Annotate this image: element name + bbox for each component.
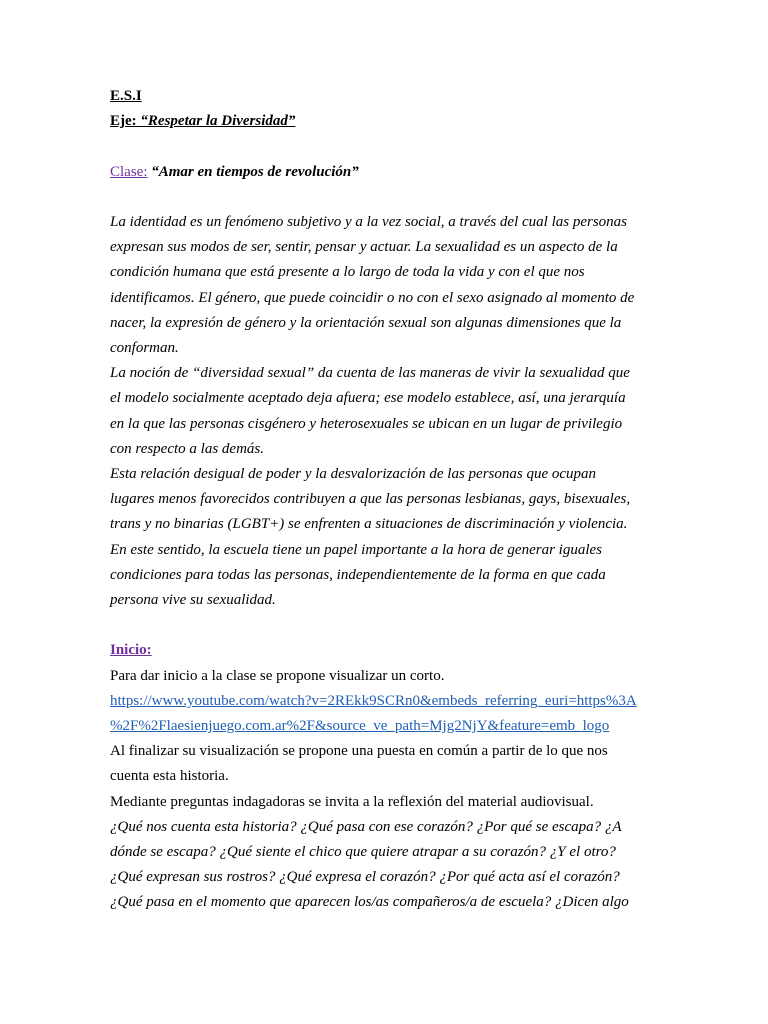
clase-title: “Amar en tiempos de revolución”: [151, 163, 359, 180]
intro-line: con respecto a las demás.: [110, 440, 264, 457]
doc-heading-esi: E.S.I: [110, 88, 142, 104]
question-line: ¿Qué pasa en el momento que aparecen los/as compañeros/a de escuela? ¿Dicen algo: [110, 894, 629, 911]
intro-line: trans y no binarias (LGBT+) se enfrenten a situaciones de discriminación y violencia.: [110, 516, 628, 533]
intro-line: persona vive su sexualidad.: [110, 592, 276, 609]
document-page: [110, 84, 670, 916]
inicio-line: Para dar inicio a la clase se propone visualizar un corto.: [110, 667, 445, 684]
intro-paragraphs: [110, 210, 670, 613]
question-line: dónde se escapa? ¿Qué siente el chico que quiere atrapar a su corazón? ¿Y el otro?: [110, 844, 616, 861]
eje-value: “Respetar la Diversidad”: [140, 113, 296, 130]
question-list: [110, 815, 670, 916]
video-link-line: %2F%2Flaesienjuego.com.ar%2F&source_ve_path=Mjg2NjY&feature=emb_logo: [110, 718, 610, 735]
video-link[interactable]: [110, 689, 670, 739]
intro-line: En este sentido, la escuela tiene un papel importante a la hora de generar iguales: [110, 541, 602, 558]
clase-heading: [110, 160, 670, 185]
intro-line: nacer, la expresión de género y la orientación sexual son algunas dimensiones que la: [110, 314, 622, 331]
intro-line: La noción de “diversidad sexual” da cuenta de las maneras de vivir la sexualidad que: [110, 365, 630, 382]
question-line: ¿Qué nos cuenta esta historia? ¿Qué pasa con ese corazón? ¿Por qué se escapa? ¿A: [110, 818, 622, 835]
intro-line: conforman.: [110, 340, 179, 356]
intro-line: expresan sus modos de ser, sentir, pensar y actuar. La sexualidad es un aspecto de la: [110, 239, 618, 256]
intro-line: condición humana que está presente a lo largo de toda la vida y con el que nos: [110, 264, 585, 281]
inicio-line: Mediante preguntas indagadoras se invita a la reflexión del material audiovisual.: [110, 793, 594, 810]
intro-line: Esta relación desigual de poder y la desvalorización de las personas que ocupan: [110, 466, 597, 483]
inicio-line: cuenta esta historia.: [110, 768, 229, 785]
spacer: [110, 613, 670, 638]
inicio-heading: Inicio:: [110, 642, 152, 659]
inicio-line: Al finalizar su visualización se propone una puesta en común a partir de lo que nos: [110, 743, 608, 760]
intro-line: en la que las personas cisgénero y heterosexuales se ubican en un lugar de privilegio: [110, 415, 623, 432]
spacer: [110, 134, 670, 159]
intro-line: el modelo socialmente aceptado deja afuera; ese modelo establece, así, una jerarquía: [110, 390, 626, 407]
video-link-line: https://www.youtube.com/watch?v=2REkk9SCRn0&embeds_referring_euri=https%3A: [110, 692, 637, 709]
intro-line: lugares menos favorecidos contribuyen a que las personas lesbianas, gays, bisexuales,: [110, 491, 631, 508]
eje-label: Eje:: [110, 113, 137, 130]
intro-line: identificamos. El género, que puede coincidir o no con el sexo asignado al momento de: [110, 289, 635, 306]
question-line: ¿Qué expresan sus rostros? ¿Qué expresa el corazón? ¿Por qué acta así el corazón?: [110, 869, 620, 886]
intro-line: La identidad es un fenómeno subjetivo y a la vez social, a través del cual las personas: [110, 213, 628, 230]
doc-heading-eje: [110, 109, 670, 134]
clase-label: Clase:: [110, 163, 148, 180]
spacer: [110, 185, 670, 210]
intro-line: condiciones para todas las personas, independientemente de la forma en que cada: [110, 566, 606, 583]
